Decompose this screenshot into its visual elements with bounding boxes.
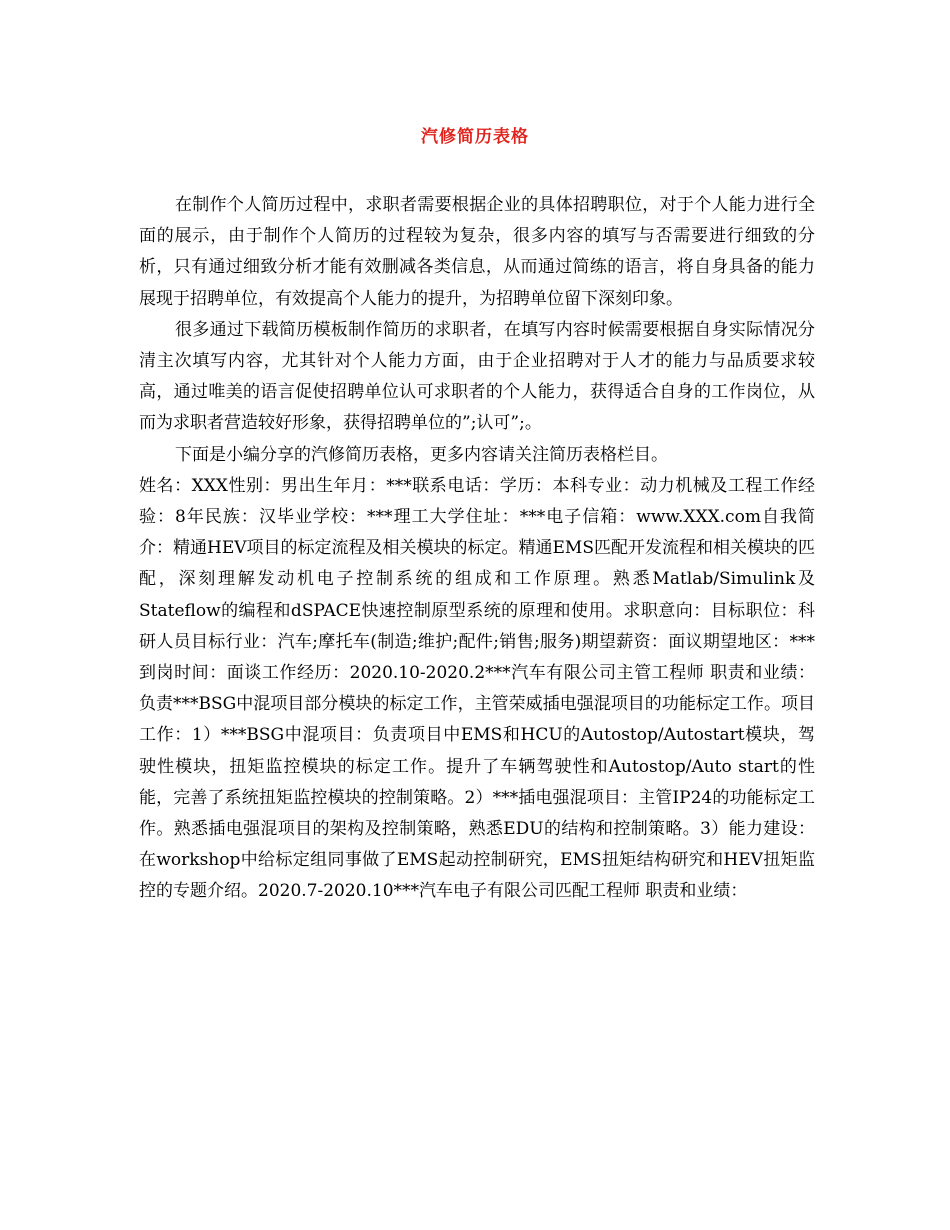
template-paragraph: 很多通过下载简历模板制作简历的求职者，在填写内容时候需要根据自身实际情况分清主次填写内容，尤其针对个人能力方面，由于企业招聘对于人才的能力与品质要求较高，通过唯美的语言促使招聘单位认可求职者的个人能力，获得适合自身的工作岗位，从而为求职者营造较好形象，获得招聘单位的”;认可”;。 [139,319,815,434]
document-body [139,190,815,908]
intro-paragraph: 在制作个人简历过程中，求职者需要根据企业的具体招聘职位，对于个人能力进行全面的展示，由于制作个人简历的过程较为复杂，很多内容的填写与否需要进行细致的分析，只有通过细致分析才能有效删减各类信息，从而通过简练的语言，将自身具备的能力展现于招聘单位，有效提高个人能力的提升，为招聘单位留下深刻印象。 [139,195,815,309]
resume-content: 姓名：XXX性别：男出生年月：***联系电话：学历：本科专业：动力机械及工程工作经验：8年民族：汉毕业学校：***理工大学住址：***电子信箱：www.XXX.com自我简介：精通HEV项目的标定流程及相关模块的标定。精通EMS匹配开发流程和相关模块的匹配，深刻理解发动机电子控制系统的组成和工作原理。熟悉Matlab/Simulink及Stateflow的编程和dSPACE快速控制原型系统的原理和使用。求职意向：目标职位：科研人员目标行业：汽车;摩托车(制造;维护;配件;销售;服务)期望薪资：面议期望地区：***到岗时间：面谈工作经历：2020.10-2020.2***汽车有限公司主管工程师 职责和业绩：负责***BSG中混项目部分模块的标定工作，主管荣威插电强混项目的功能标定工作。项目工作：1）***BSG中混项目：负责项目中EMS和HCU的Autostop/Autostart模块，驾驶性模块，扭矩监控模块的标定工作。提升了车辆驾驶性和Autostop/Auto start的性能，完善了系统扭矩监控模块的控制策略。2）***插电强混项目：主管IP24的功能标定工作。熟悉插电强混项目的架构及控制策略，熟悉EDU的结构和控制策略。3）能力建设：在workshop中给标定组同事做了EMS起动控制研究，EMS扭矩结构研究和HEV扭矩监控的专题介绍。2020.7-2020.10***汽车电子有限公司匹配工程师 职责和业绩： [139,475,815,902]
share-paragraph: 下面是小编分享的汽修简历表格，更多内容请关注简历表格栏目。 [175,444,668,465]
document-title: 汽修简历表格 [421,127,529,147]
